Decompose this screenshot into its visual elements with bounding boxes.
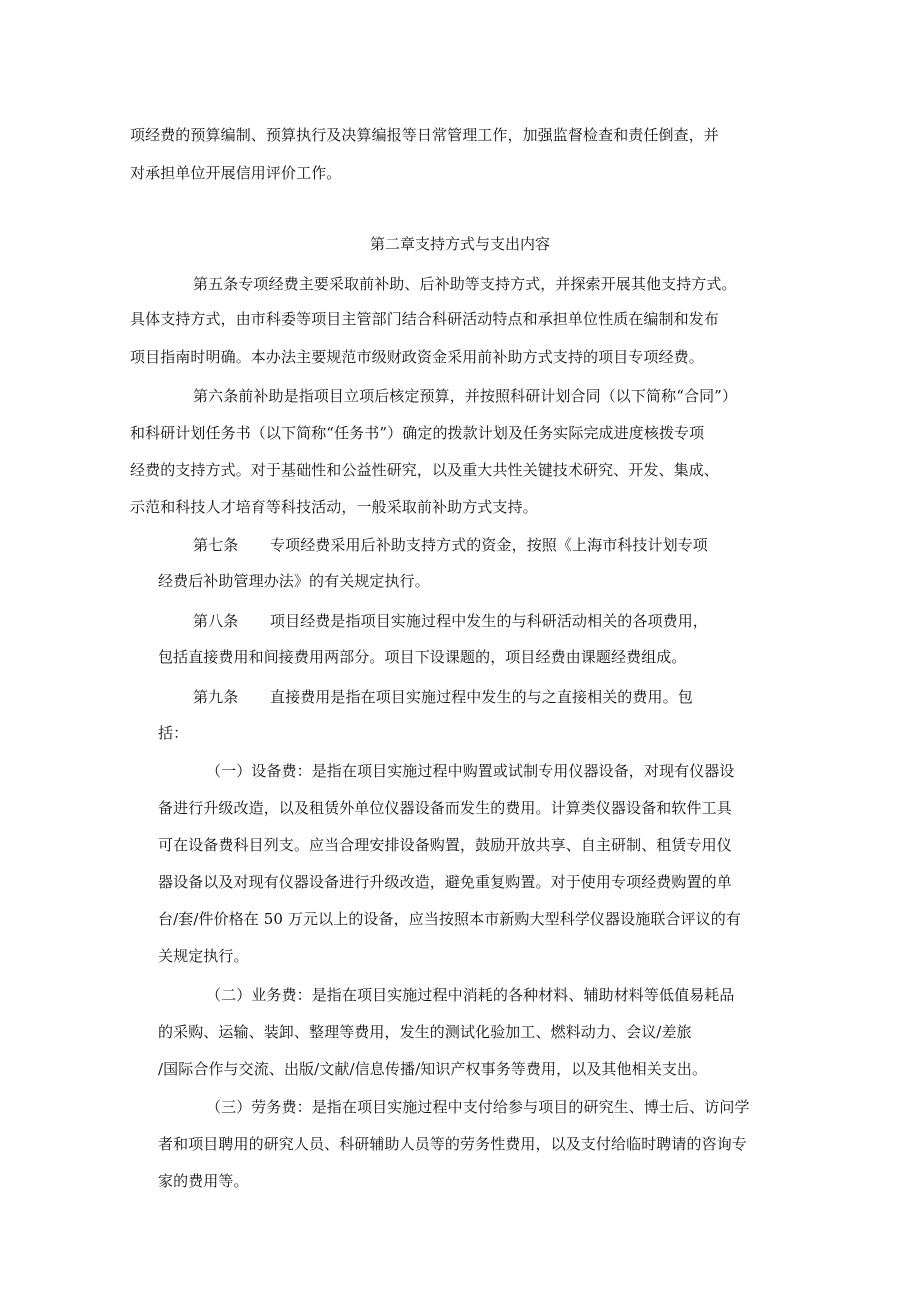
article-6-line: 第六条前补助是指项目立项后核定预算，并按照科研计划合同（以下简称“合同”） bbox=[193, 387, 738, 405]
item-1-line: （一）设备费：是指在项目实施过程中购置或试制专用仪器设备，对现有仪器设 bbox=[206, 762, 735, 780]
article-8-line: 包括直接费用和间接费用两部分。项目下设课题的，项目经费由课题经费组成。 bbox=[158, 648, 687, 666]
paragraph-line: 对承担单位开展信用评价工作。 bbox=[130, 164, 342, 182]
item-2-line: 的采购、运输、装卸、整理等费用，发生的测试化验加工、燃料动力、会议/差旅 bbox=[158, 1023, 692, 1041]
item-2-line: （二）业务费：是指在项目实施过程中消耗的各种材料、辅助材料等低值易耗品 bbox=[206, 986, 735, 1004]
article-6-line: 经费的支持方式。对于基础性和公益性研究，以及重大共性关键技术研究、开发、集成、 bbox=[130, 461, 719, 479]
item-1-line: 器设备以及对现有仪器设备进行升级改造，避免重复购置。对于使用专项经费购置的单 bbox=[158, 873, 732, 891]
article-6-line: 示范和科技人才培育等科技活动，一般采取前补助方式支持。 bbox=[130, 498, 538, 516]
item-2-line: /国际合作与交流、出版/文献/信息传播/知识产权事务等费用，以及其他相关支出。 bbox=[158, 1060, 708, 1078]
item-1-line: 台/套/件价格在 50 万元以上的设备，应当按照本市新购大型科学仪器设施联合评议的有 bbox=[158, 910, 741, 928]
item-1-line: 备进行升级改造，以及租赁外单位仪器设备而发生的费用。计算类仪器设备和软件工具 bbox=[158, 799, 732, 817]
item-3-line: 者和项目聘用的研究人员、科研辅助人员等的劳务性费用，以及支付给临时聘请的咨询专 bbox=[158, 1135, 747, 1153]
item-1-line: 可在设备费科目列支。应当合理安排设备购置，鼓励开放共享、自主研制、租赁专用仪 bbox=[158, 836, 732, 854]
article-7-label: 第七条 bbox=[193, 536, 239, 554]
article-9-line: 括： bbox=[158, 724, 189, 742]
article-5-line: 第五条专项经费主要采取前补助、后补助等支持方式，并探索开展其他支持方式。 bbox=[193, 275, 737, 293]
article-7-line: 经费后补助管理办法》的有关规定执行。 bbox=[158, 572, 430, 590]
article-8-label: 第八条 bbox=[193, 612, 239, 630]
article-8-line: 项目经费是指项目实施过程中发生的与科研活动相关的各项费用， bbox=[270, 612, 708, 630]
article-5-line: 项目指南时明确。本办法主要规范市级财政资金采用前补助方式支持的项目专项经费。 bbox=[130, 348, 704, 366]
chapter-heading: 第二章支持方式与支出内容 bbox=[369, 235, 550, 253]
article-6-line: 和科研计划任务书（以下简称“任务书”）确定的拨款计划及任务实际完成进度核拨专项 bbox=[130, 424, 705, 442]
article-5-line: 具体支持方式，由市科委等项目主管部门结合科研活动特点和承担单位性质在编制和发布 bbox=[130, 310, 719, 328]
paragraph-line: 项经费的预算编制、预算执行及决算编报等日常管理工作，加强监督检查和责任倒查，并 bbox=[130, 126, 719, 144]
article-9-line: 直接费用是指在项目实施过程中发生的与之直接相关的费用。包 bbox=[270, 688, 693, 706]
item-3-line: 家的费用等。 bbox=[158, 1172, 249, 1190]
item-3-line: （三）劳务费：是指在项目实施过程中支付给参与项目的研究生、博士后、访问学 bbox=[206, 1098, 750, 1116]
article-9-label: 第九条 bbox=[193, 688, 239, 706]
item-1-line: 关规定执行。 bbox=[158, 947, 249, 965]
article-7-line: 专项经费采用后补助支持方式的资金，按照《上海市科技计划专项 bbox=[270, 536, 708, 554]
